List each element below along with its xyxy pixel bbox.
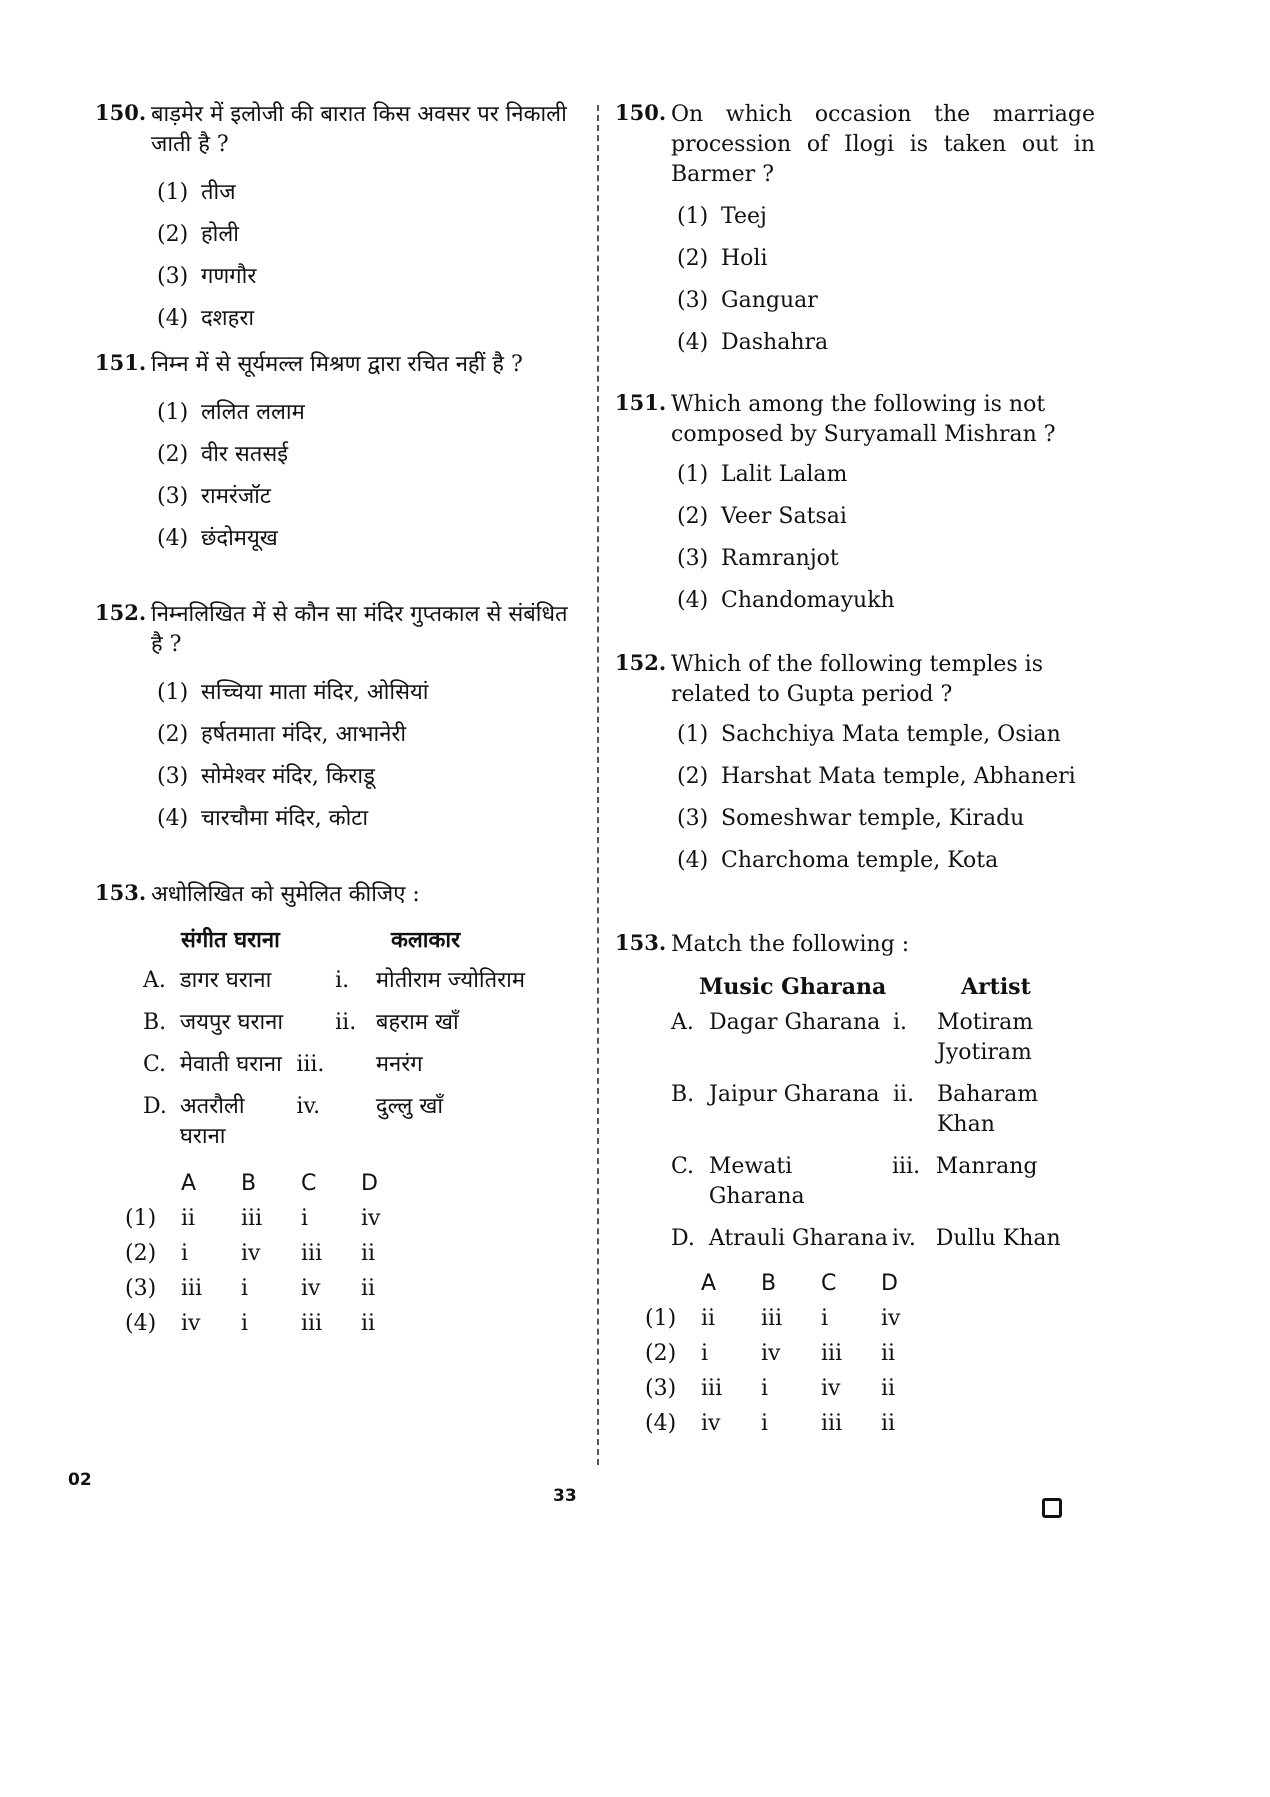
- answer-grid: [645, 1266, 1095, 1441]
- answer-row-3: (3) iii i iv ii: [645, 1376, 896, 1401]
- answer-row-1: (1) ii iii i iv: [125, 1206, 381, 1231]
- question-number: 150.: [95, 100, 147, 125]
- question-text: निम्न में से सूर्यमल्ल मिश्रण द्वारा रचित नहीं है ?: [151, 352, 523, 377]
- answer-grid: [125, 1166, 570, 1341]
- page-number: 33: [553, 1486, 577, 1506]
- option-1: (1) Lalit Lalam: [677, 462, 848, 487]
- match-row-d: D. Atrauli Gharana iv. Dullu Khan: [671, 1226, 1061, 1251]
- question-153-en: [615, 930, 1095, 1441]
- match-table: [671, 974, 1095, 1254]
- match-row-c: C. Mewati Gharana iii. Manrang: [671, 1154, 1038, 1209]
- corner-square-icon: [1042, 1498, 1062, 1518]
- option-4: (4) Chandomayukh: [677, 588, 895, 613]
- match-header: [143, 924, 570, 954]
- option-2: (2) Harshat Mata temple, Abhaneri: [677, 764, 1076, 789]
- option-2: (2) हर्षतमाता मंदिर, आभानेरी: [157, 722, 407, 747]
- option-1: (1) Teej: [677, 204, 767, 229]
- question-number: 150.: [615, 100, 667, 125]
- option-3: (3) रामरंजॉट: [157, 484, 271, 509]
- options: [677, 196, 1095, 364]
- question-number: 153.: [95, 880, 147, 905]
- option-2: (2) होली: [157, 222, 239, 247]
- match-row-d: D. अतरौली घराना iv. दुल्लु खाँ: [143, 1094, 444, 1149]
- column-divider: [597, 105, 599, 1465]
- header-artist: कलाकार: [391, 927, 461, 953]
- option-3: (3) Someshwar temple, Kiradu: [677, 806, 1025, 831]
- match-row-a: A. डागर घराना i. मोतीराम ज्योतिराम: [143, 968, 525, 993]
- answer-row-2: (2) i iv iii ii: [645, 1341, 896, 1366]
- option-1: (1) तीज: [157, 180, 236, 205]
- question-150-hi: [95, 100, 570, 350]
- answer-row-2: (2) i iv iii ii: [125, 1241, 376, 1266]
- question-number: 151.: [95, 350, 147, 375]
- question-152-hi: [95, 600, 570, 880]
- option-3: (3) Ramranjot: [677, 546, 839, 571]
- question-number: 152.: [95, 600, 147, 625]
- header-gharana: Music Gharana: [699, 974, 887, 1000]
- option-2: (2) Holi: [677, 246, 768, 271]
- english-column: [615, 100, 1095, 1441]
- match-table: [143, 924, 570, 1152]
- options: [677, 714, 1095, 882]
- question-152-en: [615, 650, 1095, 930]
- question-number: 151.: [615, 390, 667, 415]
- paper-code: 02: [68, 1470, 92, 1490]
- question-text: Which among the following is not composed by Suryamall Mishran ?: [671, 392, 1056, 447]
- question-number: 153.: [615, 930, 667, 955]
- header-gharana: संगीत घराना: [181, 927, 280, 953]
- question-151-en: [615, 390, 1095, 650]
- option-1: (1) Sachchiya Mata temple, Osian: [677, 722, 1061, 747]
- option-2: (2) वीर सतसई: [157, 442, 289, 467]
- match-row-c: C. मेवाती घराना iii. मनरंग: [143, 1052, 423, 1077]
- option-3: (3) सोमेश्वर मंदिर, किराडू: [157, 764, 375, 789]
- question-text: बाड़मेर में इलोजी की बारात किस अवसर पर निकाली जाती है ?: [151, 102, 567, 157]
- option-2: (2) Veer Satsai: [677, 504, 847, 529]
- question-text: Which of the following temples is related to Gupta period ?: [671, 652, 1043, 707]
- answer-row-3: (3) iii i iv ii: [125, 1276, 376, 1301]
- header-artist: Artist: [961, 974, 1031, 1000]
- answer-row-4: (4) iv i iii ii: [645, 1411, 896, 1436]
- option-1: (1) सच्चिया माता मंदिर, ओसियां: [157, 680, 429, 705]
- option-1: (1) ललित ललाम: [157, 400, 305, 425]
- options: [157, 672, 570, 840]
- option-4: (4) चारचौमा मंदिर, कोटा: [157, 806, 369, 831]
- option-4: (4) Charchoma temple, Kota: [677, 848, 999, 873]
- option-4: (4) Dashahra: [677, 330, 829, 355]
- match-row-a: A. Dagar Gharana i. Motiram Jyotiram: [671, 1010, 1034, 1065]
- question-153-hi: [95, 880, 570, 1341]
- options: [157, 392, 570, 560]
- option-4: (4) छंदोमयूख: [157, 526, 278, 551]
- options: [677, 454, 1095, 622]
- question-151-hi: [95, 350, 570, 600]
- match-header: [671, 974, 1095, 1000]
- question-text: निम्नलिखित में से कौन सा मंदिर गुप्तकाल से संबंधित है ?: [151, 602, 568, 657]
- question-number: 152.: [615, 650, 667, 675]
- question-text: अधोलिखित को सुमेलित कीजिए :: [151, 882, 420, 907]
- hindi-column: [95, 100, 570, 1341]
- match-row-b: B. जयपुर घराना ii. बहराम खाँ: [143, 1010, 459, 1035]
- option-4: (4) दशहरा: [157, 306, 255, 331]
- answer-row-1: (1) ii iii i iv: [645, 1306, 901, 1331]
- question-text: On which occasion the marriage procession of Ilogi is taken out in Barmer ?: [671, 102, 1095, 187]
- question-text: Match the following :: [671, 932, 910, 957]
- answer-row-4: (4) iv i iii ii: [125, 1311, 376, 1336]
- match-row-b: B. Jaipur Gharana ii. Baharam Khan: [671, 1082, 1039, 1137]
- answer-grid-header: A B C D: [181, 1171, 378, 1196]
- option-3: (3) गणगौर: [157, 264, 257, 289]
- answer-grid-header: A B C D: [701, 1271, 898, 1296]
- question-150-en: [615, 100, 1095, 390]
- option-3: (3) Ganguar: [677, 288, 818, 313]
- options: [157, 172, 570, 340]
